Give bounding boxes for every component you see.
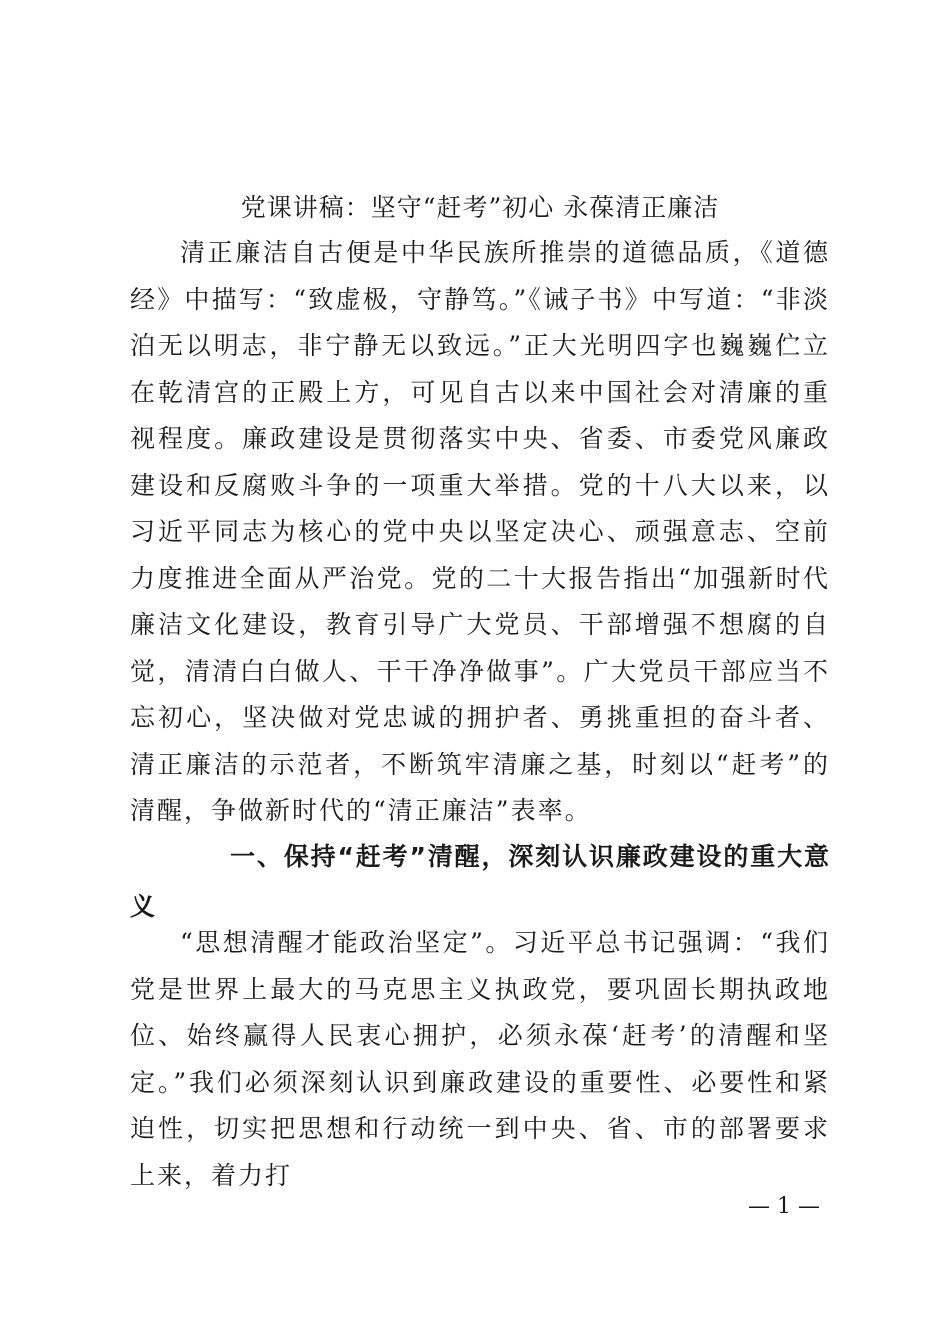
section-heading-1: 一、保持“赶考”清醒，深刻认识廉政建设的重大意义 bbox=[130, 842, 830, 921]
page-number: — 1 — bbox=[748, 1194, 820, 1219]
body-paragraph-intro: 清正廉洁自古便是中华民族所推崇的道德品质，《道德经》中描写：“致虚极，守静笃。”《诫子书》中写道：“非淡泊无以明志，非宁静无以致远。”正大光明四字也巍巍伫立在乾清宫的正殿上方，可见自古以来中国社会对清廉的重视程度。廉政建设是贯彻落实中央、省委、市委党风廉政建设和反腐败斗争的一项重大举措。党的十八大以来，以习近平同志为核心的党中央以坚定决心、顽强意志、空前力度推进全面从严治党。党的二十大报告指出“加强新时代廉洁文化建设，教育引导广大党员、干部增强不想腐的自觉，清清白白做人、干干净净做事”。广大党员干部应当不忘初心，坚决做对党忠诚的拥护者、勇挑重担的奋斗者、清正廉洁的示范者，不断筑牢清廉之基，时刻以“赶考”的清醒，争做新时代的“清正廉洁”表率。 bbox=[130, 238, 830, 825]
document-title: 党课讲稿：坚守“赶考”初心 永葆清正廉洁 bbox=[240, 193, 720, 222]
body-paragraph-section-1: “思想清醒才能政治坚定”。习近平总书记强调：“我们党是世界上最大的马克思主义执政党，要巩固长期执政地位、始终赢得人民衷心拥护，必须永葆‘赶考’的清醒和坚定。”我们必须深刻认识到廉政建设的重要性、必要性和紧迫性，切实把思想和行动统一到中央、省、市的部署要求上来，着力打 bbox=[130, 928, 830, 1190]
